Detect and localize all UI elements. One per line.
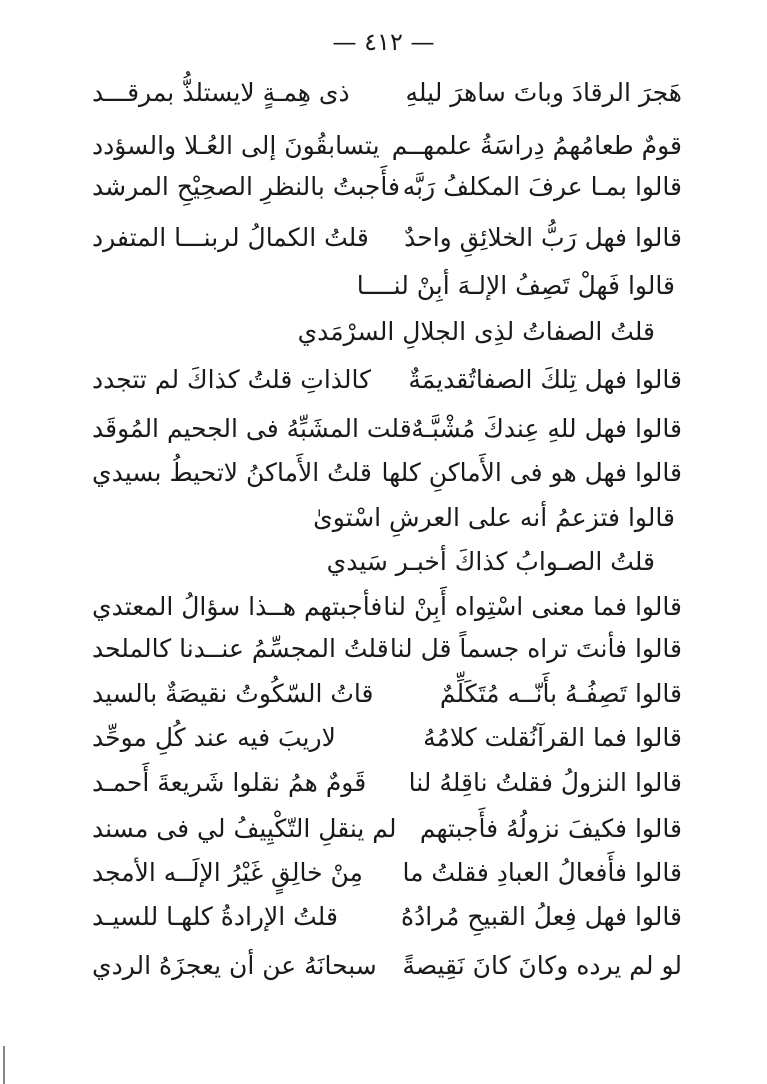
verse-hemistich-second: قَومٌ همُ نقلوا شَريعةَ أَحمـد <box>92 768 367 797</box>
verse-hemistich-first: قالوا فهل تِلكَ الصفاتُقديمَةٌ <box>408 365 682 394</box>
verse-hemistich-second: لاريبَ فيه عند كُلِ موحِّد <box>92 723 336 752</box>
page-edge-mark <box>3 1046 5 1084</box>
verse-single-line-5: قالوا فَهلْ تَصِفُ الإلـهَ أبِنْ لنــــا <box>356 271 675 300</box>
verse-hemistich-second: مِنْ خالِقٍ غَيْرُ الإلَــه الأمجد <box>92 858 363 887</box>
verse-hemistich-second: سبحانَهُ عن أن يعجزَهُ الردي <box>92 951 377 980</box>
verse-hemistich-second: قلت المشَبِّهُ فى الجحيم المُوقَد <box>92 414 412 443</box>
verse-line-7 <box>92 356 682 404</box>
verse-hemistich-first: قالوا بمـا عرفَ المكلفُ رَبَّه <box>402 172 682 201</box>
verse-hemistich-first: لو لم يرده وكانَ كانَ نَقِيصةً <box>402 951 682 980</box>
verse-line-19 <box>92 893 682 941</box>
verse-hemistich-first: قالوا فما القرآنُقلت كلامُهُ <box>423 723 682 752</box>
verse-line-4 <box>92 214 682 262</box>
verse-line-20 <box>92 942 682 990</box>
verse-line-17 <box>92 805 682 853</box>
verse-hemistich-first: قالوا تَصِفُـهُ بأَنّــه مُتَكَلِّمٌ <box>439 679 682 708</box>
verse-hemistich-first: قالوا فهل للهِ عِندكَ مُشْبَّـهٌ <box>411 414 682 443</box>
verse-hemistich-first: قالوا فما معنى اسْتِواه أَبِنْ لنا <box>383 592 682 621</box>
verse-line-3 <box>92 163 682 211</box>
verse-hemistich-second: ذى هِمـةٍ لايستلذُّ بمرقـــد <box>92 78 350 107</box>
verse-hemistich-second: قلتُ الكمالُ لربنـــا المتفرد <box>92 223 369 252</box>
verse-line-16 <box>92 759 682 807</box>
verse-line-8 <box>92 405 682 453</box>
verse-hemistich-first: قالوا فأَفعالُ العبادِ فقلتُ ما <box>402 858 682 887</box>
verse-line-1 <box>92 69 682 117</box>
verse-line-9 <box>92 449 682 497</box>
verse-single-line-6: قلتُ الصفاتُ لذِى الجلالِ السرْمَدي <box>297 317 655 346</box>
verse-single-line-10: قالوا فتزعمُ أنه على العرشِ اسْتوىٰ <box>313 503 675 532</box>
verse-hemistich-first: هَجرَ الرقادَ وباتَ ساهرَ ليلهِ <box>405 78 682 107</box>
verse-hemistich-second: قلتُ الإرادةُ كلهـا للسيـد <box>92 902 338 931</box>
verse-hemistich-second: قاتُ السّكُوتُ نقيصَةٌ بالسيد <box>92 679 374 708</box>
verse-hemistich-first: قالوا فكيفَ نزولُهُ فأَجبتهم <box>419 814 682 843</box>
verse-single-line-11: قلتُ الصـوابُ كذاكَ أخبـر سَيدي <box>326 547 655 576</box>
page-number: — ٤١٢ — <box>332 28 435 56</box>
verse-hemistich-second: قلتُ المجسِّمُ عنــدنا كالملحد <box>92 634 389 663</box>
verse-line-13 <box>92 625 682 673</box>
verse-hemistich-second: لم ينقلِ التّكْيِيفُ لي فى مسند <box>92 814 397 843</box>
verse-hemistich-first: قالوا فهل فِعلُ القبيحِ مُرادُهُ <box>401 902 682 931</box>
verse-hemistich-first: قالوا فهل رَبُّ الخلائِقِ واحدٌ <box>404 223 682 252</box>
verse-hemistich-second: قلتُ الأَماكنُ لاتحيطُ بسيدي <box>92 458 372 487</box>
verse-hemistich-second: فأَجبتُ بالنظرِ الصحِيْحِ المرشد <box>92 172 400 201</box>
verse-hemistich-first: قالوا فهل هو فى الأَماكنِ كلها <box>381 458 682 487</box>
verse-hemistich-second: كالذاتِ قلتُ كذاكَ لم تتجدد <box>92 365 372 394</box>
verse-line-15 <box>92 714 682 762</box>
verse-line-18 <box>92 849 682 897</box>
verse-hemistich-first: قومٌ طعامُهمُ دِراسَةُ علمهــم <box>391 131 682 160</box>
verse-hemistich-first: قالوا فأنتَ تراه جسماً قل لنا <box>389 634 682 663</box>
verse-hemistich-second: فأجبتهم هــذا سؤالُ المعتدي <box>92 592 383 621</box>
verse-hemistich-first: قالوا النزولُ فقلتُ ناقِلهُ لنا <box>408 768 682 797</box>
verse-line-14 <box>92 670 682 718</box>
verse-line-12 <box>92 583 682 631</box>
verse-hemistich-second: يتسابقُونَ إلى العُـلا والسؤدد <box>92 131 380 160</box>
